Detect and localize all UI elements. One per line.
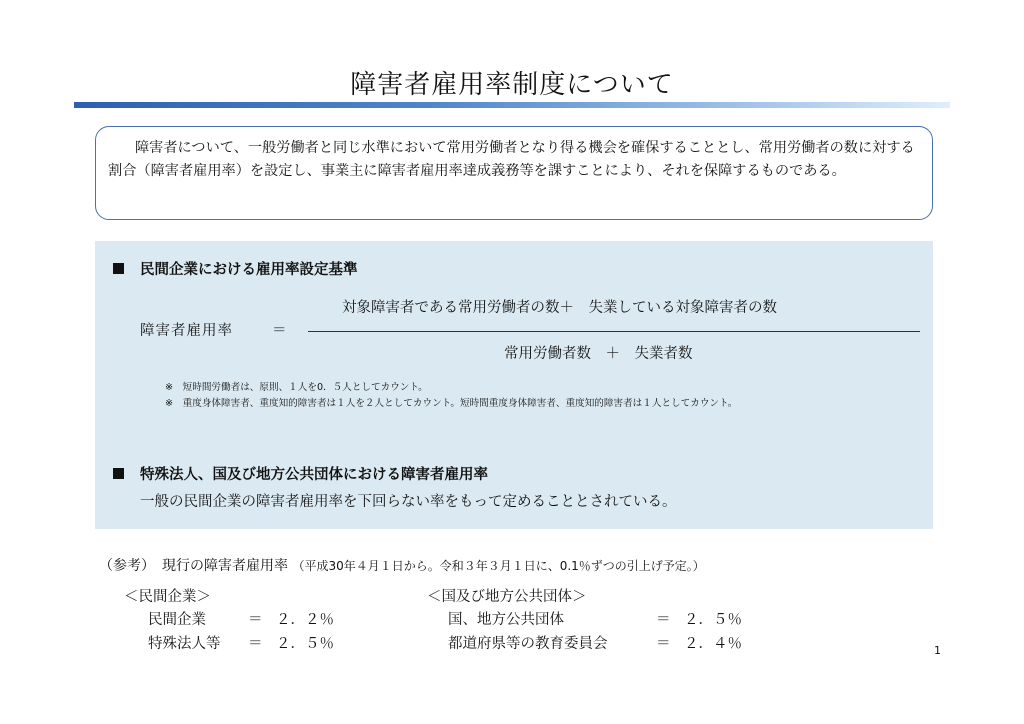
public-row-label: 都道府県等の教育委員会 [448,636,608,652]
public-row-value: ２．４％ [684,636,742,652]
private-row-value: ２．５％ [276,636,334,652]
private-row-label: 特殊法人等 [148,636,221,652]
public-heading: ＜国及び地方公共団体＞ [427,589,587,605]
public-row-label: 国、地方公共団体 [448,612,564,628]
title-underline-bar [74,102,950,108]
private-heading: ＜民間企業＞ [124,589,211,605]
square-bullet-icon [113,263,124,274]
page-title: 障害者雇用率制度について [350,70,674,100]
section1-heading [113,258,358,279]
reference-line [99,555,705,575]
public-row-eq: ＝ [656,612,671,628]
note-2: ※ 重度身体障害者、重度知的障害者は１人を２人としてカウント。短時間重度身体障害者、重度知的障害者は１人としてカウント。 [165,398,738,409]
intro-box [95,126,933,220]
public-row-eq: ＝ [656,636,671,652]
formula-label: 障害者雇用率 [140,323,233,339]
fraction-line [308,331,920,332]
private-row-label: 民間企業 [148,612,206,628]
private-row-value: ２．２％ [276,612,334,628]
formula-equals: ＝ [272,323,287,339]
section2-heading [113,463,488,484]
intro-text: 障害者について、一般労働者と同じ水準において常用労働者となり得る機会を確保することとし、常用労働者の数に対する割合（障害者雇用率）を設定し、事業主に障害者雇用率達成義務等を課すことにより、それを保障するものである。 [108,140,915,179]
note-1: ※ 短時間労働者は、原則、１人を0．５人としてカウント。 [165,382,428,393]
section2-body: 一般の民間企業の障害者雇用率を下回らない率をもって定めることとされている。 [140,494,677,510]
section2-heading-text: 特殊法人、国及び地方公共団体における障害者雇用率 [140,467,488,483]
page-number: 1 [934,644,941,657]
private-row-eq: ＝ [248,636,263,652]
formula-numerator: 対象障害者である常用労働者の数＋ 失業している対象障害者の数 [342,300,777,316]
reference-label: （参考） 現行の障害者雇用率 [99,558,288,574]
public-row-value: ２．５％ [684,612,742,628]
section1-heading-text: 民間企業における雇用率設定基準 [140,262,358,278]
reference-note: （平成30年４月１日から。令和３年３月１日に、0.1％ずつの引上げ予定。） [292,559,705,573]
square-bullet-icon [113,468,124,479]
formula-denominator: 常用労働者数 ＋ 失業者数 [504,346,693,362]
private-row-eq: ＝ [248,612,263,628]
